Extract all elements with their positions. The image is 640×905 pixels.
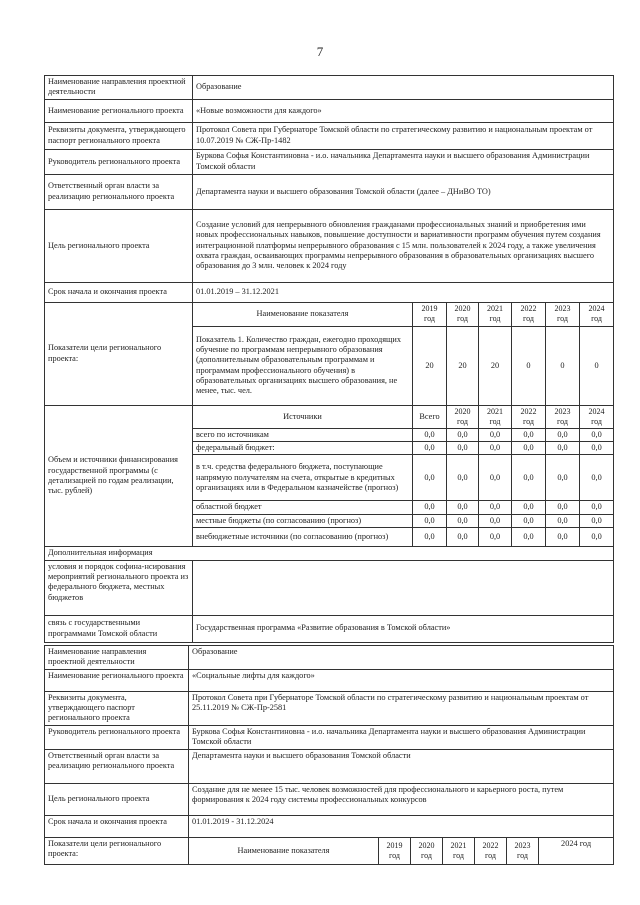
row-label: Наименование направления проектной деятельности xyxy=(45,76,193,100)
project-name: «Новые возможности для каждого» xyxy=(193,99,614,122)
funding-value: 0,0 xyxy=(580,528,614,547)
page-number: 7 xyxy=(316,44,324,59)
funding-value: 0,0 xyxy=(447,501,479,514)
funding-value: 0,0 xyxy=(580,442,614,455)
row-label: Ответственный орган власти за реализацию регионального проекта xyxy=(45,174,193,209)
funding-source-label: федеральный бюджет: xyxy=(193,442,413,455)
row-label: Цель регионального проекта xyxy=(45,783,189,815)
row-label: условия и порядок софина-нсирования мероприятий регионального проекта из федерального бюджета, местных бюджетов xyxy=(45,560,193,615)
funding-value: 0,0 xyxy=(546,428,580,441)
funding-value: 0,0 xyxy=(580,501,614,514)
funding-source-label: в т.ч. средства федерального бюджета, поступающие напрямую получателям на счета, открытые в кредитных организациях или в Федеральном казначействе (прогноз) xyxy=(193,455,413,501)
indicator-value: 20 xyxy=(413,326,447,405)
project-goal: Создание для не менее 15 тыс. человек возможностей для профессионального и карьерного роста, путем формирования к 2024 году системы профессиональных конкурсов xyxy=(189,783,614,815)
year-header: 2019 год xyxy=(379,837,411,864)
row-label: Реквизиты документа, утверждающего паспорт регионального проекта xyxy=(45,691,189,725)
funding-value: 0,0 xyxy=(512,514,546,527)
row-label: Показатели цели регионального проекта: xyxy=(45,302,193,405)
year-header: 2020 год xyxy=(447,302,479,326)
funding-value: 0,0 xyxy=(580,514,614,527)
project-name: «Социальные лифты для каждого» xyxy=(189,669,614,691)
year-header: 2020 год xyxy=(411,837,443,864)
row-label: Объем и источники финансирования государственной программы (с детализацией по годам реализации, тыс. рублей) xyxy=(45,405,193,546)
funding-value: 0,0 xyxy=(546,455,580,501)
funding-source-label: внебюджетные источники (по согласованию (прогноз) xyxy=(193,528,413,547)
funding-value: 0,0 xyxy=(512,501,546,514)
row-label: связь с государственными программами Томской области xyxy=(45,615,193,642)
project-passport-social-lifts xyxy=(44,645,614,865)
year-header: 2024 год xyxy=(580,405,614,428)
funding-source-label: всего по источникам xyxy=(193,428,413,441)
funding-source-label: областной бюджет xyxy=(193,501,413,514)
year-header: 2023 год xyxy=(546,405,580,428)
year-header: 2022 год xyxy=(512,302,546,326)
row-label: Руководитель регионального проекта xyxy=(45,149,193,174)
funding-value: 0,0 xyxy=(413,442,447,455)
indicator-header: Наименование показателя xyxy=(193,302,413,326)
indicator-value: 20 xyxy=(447,326,479,405)
row-label: Наименование направления проектной деятельности xyxy=(45,646,189,670)
indicator-header: Наименование показателя xyxy=(189,837,379,864)
funding-value: 0,0 xyxy=(413,528,447,547)
funding-value: 0,0 xyxy=(479,528,512,547)
direction-value: Образование xyxy=(189,646,614,670)
funding-total-header: Всего xyxy=(413,405,447,428)
funding-value: 0,0 xyxy=(546,501,580,514)
year-header: 2021 год xyxy=(479,302,512,326)
funding-value: 0,0 xyxy=(447,428,479,441)
funding-value: 0,0 xyxy=(580,455,614,501)
funding-value: 0,0 xyxy=(546,528,580,547)
indicator-value: 0 xyxy=(580,326,614,405)
year-header: 2023 год xyxy=(546,302,580,326)
year-header: 2024 год xyxy=(580,302,614,326)
project-term: 01.01.2019 - 31.12.2024 xyxy=(189,815,614,837)
row-label: Срок начала и окончания проекта xyxy=(45,815,189,837)
funding-value: 0,0 xyxy=(479,514,512,527)
funding-value: 0,0 xyxy=(479,428,512,441)
row-label: Наименование регионального проекта xyxy=(45,99,193,122)
document-details: Протокол Совета при Губернаторе Томской области по стратегическому развитию и национальным проектам от 25.11.2019 № СЖ-Пр-2581 xyxy=(189,691,614,725)
project-head: Буркова Софья Константиновна - и.о. начальника Департамента науки и высшего образования Администрации Томской области xyxy=(189,725,614,749)
project-term: 01.01.2019 – 31.12.2021 xyxy=(193,282,614,302)
funding-value: 0,0 xyxy=(413,455,447,501)
indicator-name: Показатель 1. Количество граждан, ежегодно проходящих обучение по программам непрерывного образования (дополнительным образовательным программам и программам профессионального обучения) в образовательных организациях высшего образования, не менее, тыс. чел. xyxy=(193,326,413,405)
funding-value: 0,0 xyxy=(546,514,580,527)
funding-header: Источники xyxy=(193,405,413,428)
funding-value: 0,0 xyxy=(512,455,546,501)
project-goal: Создание условий для непрерывного обновления гражданами профессиональных знаний и приобретения ими новых профессиональных навыков, повышение доступности и вариативности программ обучения путем создания интеграционной платформы непрерывного образования с 15 млн. пользователей к 2024 году, а также увеличения охвата граждан, осваивающих программы непрерывного образования в образовательных организациях высшего образования до 3 млн. человек к 2024 году xyxy=(193,209,614,282)
row-label: Цель регионального проекта xyxy=(45,209,193,282)
row-label: Реквизиты документа, утверждающего паспорт регионального проекта xyxy=(45,122,193,149)
year-header: 2022 год xyxy=(475,837,507,864)
year-header: 2020 год xyxy=(447,405,479,428)
responsible-body: Департамента науки и высшего образования Томской области xyxy=(189,749,614,783)
row-label: Наименование регионального проекта xyxy=(45,669,189,691)
funding-value: 0,0 xyxy=(447,455,479,501)
row-label: Руководитель регионального проекта xyxy=(45,725,189,749)
funding-value: 0,0 xyxy=(479,455,512,501)
funding-value: 0,0 xyxy=(546,442,580,455)
funding-value: 0,0 xyxy=(447,514,479,527)
row-label: Ответственный орган власти за реализацию регионального проекта xyxy=(45,749,189,783)
funding-value: 0,0 xyxy=(447,442,479,455)
funding-value: 0,0 xyxy=(413,514,447,527)
year-header: 2023 год xyxy=(507,837,539,864)
year-header: 2021 год xyxy=(443,837,475,864)
funding-value: 0,0 xyxy=(479,501,512,514)
cofinancing-value xyxy=(193,560,614,615)
indicator-value: 0 xyxy=(546,326,580,405)
year-header-2024: 2024 год xyxy=(539,837,614,864)
year-header: 2021 год xyxy=(479,405,512,428)
year-header: 2022 год xyxy=(512,405,546,428)
direction-value: Образование xyxy=(193,76,614,100)
year-header: 2019 год xyxy=(413,302,447,326)
linked-program: Государственная программа «Развитие образования в Томской области» xyxy=(193,615,614,642)
funding-value: 0,0 xyxy=(580,428,614,441)
funding-source-label: местные бюджеты (по согласованию (прогноз) xyxy=(193,514,413,527)
row-label: Показатели цели регионального проекта: xyxy=(45,837,189,864)
indicator-value: 20 xyxy=(479,326,512,405)
additional-info-heading: Дополнительная информация xyxy=(45,547,614,560)
funding-value: 0,0 xyxy=(512,528,546,547)
funding-value: 0,0 xyxy=(512,442,546,455)
responsible-body: Департамента науки и высшего образования Томской области (далее – ДНиВО ТО) xyxy=(193,174,614,209)
funding-value: 0,0 xyxy=(512,428,546,441)
funding-value: 0,0 xyxy=(447,528,479,547)
funding-value: 0,0 xyxy=(413,428,447,441)
project-head: Буркова Софья Константиновна - и.о. начальника Департамента науки и высшего образования Администрации Томской области xyxy=(193,149,614,174)
document-details: Протокол Совета при Губернаторе Томской области по стратегическому развитию и национальным проектам от 10.07.2019 № СЖ-Пр-1482 xyxy=(193,122,614,149)
funding-value: 0,0 xyxy=(413,501,447,514)
project-passport-new-opportunities xyxy=(44,75,614,643)
row-label: Срок начала и окончания проекта xyxy=(45,282,193,302)
funding-value: 0,0 xyxy=(479,442,512,455)
indicator-value: 0 xyxy=(512,326,546,405)
